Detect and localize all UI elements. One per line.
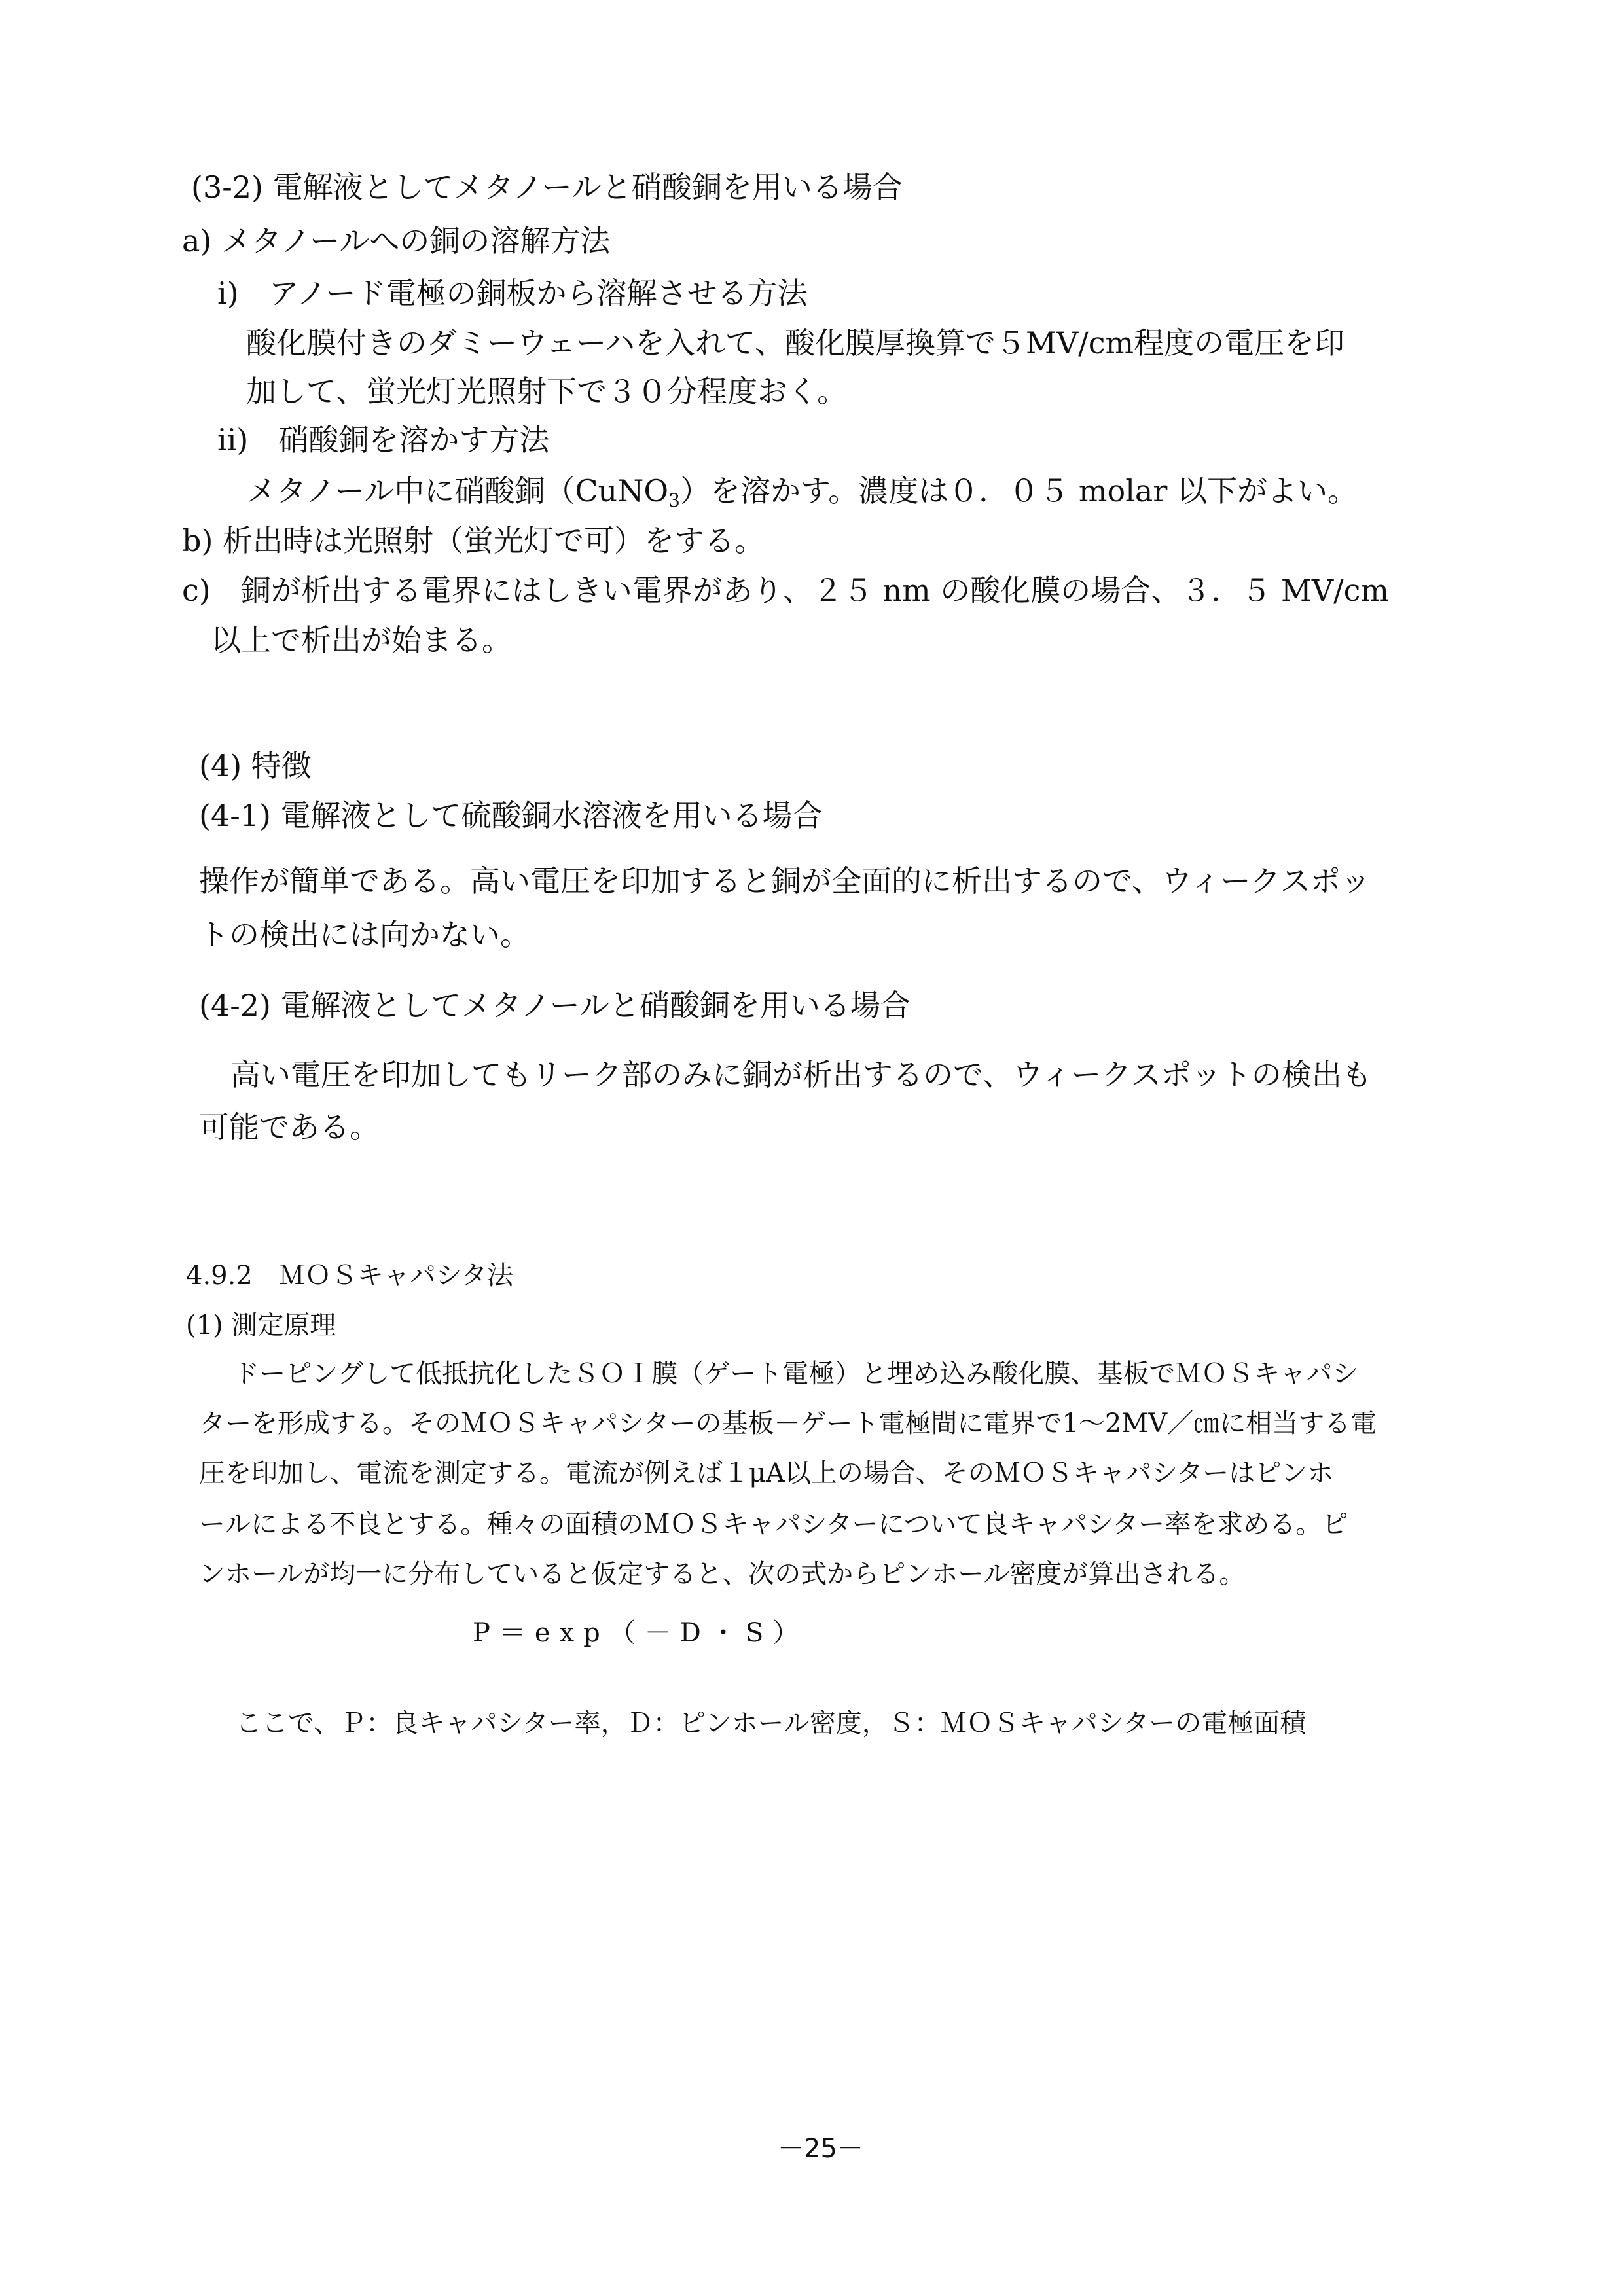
item-a-i-line2: 加して、蛍光灯光照射下で３０分程度おく。 xyxy=(246,374,848,409)
section-4-2-line1: 高い電圧を印加してもリーク部のみに銅が析出するので、ウィークスポットの検出も xyxy=(230,1057,1372,1092)
item-a-ii-subscript: 3 xyxy=(668,490,680,511)
paragraph-line4: ールによる不良とする。種々の面積のＭＯＳキャパシターについて良キャパシター率を求める。ピ xyxy=(199,1509,1348,1539)
item-a-i: i) アノード電極の銅板から溶解させる方法 xyxy=(217,276,808,311)
item-a-ii-text-before: メタノール中に硝酸銅（CuNO xyxy=(246,473,669,509)
section-4-heading: (4) 特徴 xyxy=(199,748,312,783)
item-c-line1: c) 銅が析出する電界にはしきい電界があり、２５ nm の酸化膜の場合、３．５ MV/cm xyxy=(182,573,1390,608)
section-4-1-line1: 操作が簡単である。高い電圧を印加すると銅が全面的に析出するので、ウィークスポッ xyxy=(199,863,1371,899)
section-3-2-heading: (3-2) 電解液としてメタノールと硝酸銅を用いる場合 xyxy=(191,170,903,205)
section-4-2-line2: 可能である。 xyxy=(199,1109,380,1145)
section-4-2-heading: (4-2) 電解液としてメタノールと硝酸銅を用いる場合 xyxy=(199,988,911,1023)
item-c-line2: 以上で析出が始まる。 xyxy=(211,622,512,658)
item-a-ii-text-after: ）を溶かす。濃度は０．０５ molar 以下がよい。 xyxy=(679,473,1358,509)
item-a-i-line1: 酸化膜付きのダミーウェーハを入れて、酸化膜厚換算で５MV/cm程度の電圧を印 xyxy=(246,325,1345,361)
item-a-ii-text xyxy=(246,470,1358,522)
section-4-1-heading: (4-1) 電解液として硫酸銅水溶液を用いる場合 xyxy=(199,798,823,833)
paragraph-line5: ンホールが均一に分布していると仮定すると、次の式からピンホール密度が算出される。 xyxy=(199,1559,1246,1589)
section-4-1-line2: トの検出には向かない。 xyxy=(199,917,530,952)
paragraph-line1: ドーピングして低抵抗化したＳＯＩ膜（ゲート電極）と埋め込み酸化膜、基板でＭＯＳキャパシ xyxy=(233,1359,1359,1389)
definition-line: ここで、Ｐ：良キャパシター率，Ｄ：ピンホール密度，Ｓ：ＭＯＳキャパシターの電極面積 xyxy=(236,1708,1307,1738)
section-4-9-2-subheading: (1) 測定原理 xyxy=(186,1310,336,1340)
section-4-9-2-heading: 4.9.2 ＭＯＳキャパシタ法 xyxy=(186,1261,514,1291)
formula: P＝exp（－D・S） xyxy=(473,1618,808,1648)
item-a: a) メタノールへの銅の溶解方法 xyxy=(182,223,611,259)
paragraph-line3: 圧を印加し、電流を測定する。電流が例えば１μA以上の場合、そのＭＯＳキャパシターはピンホ xyxy=(199,1458,1334,1488)
paragraph-line2: ターを形成する。そのＭＯＳキャパシターの基板－ゲート電極間に電界で1～2MV／㎝に相当する電 xyxy=(199,1408,1377,1439)
page-number: －25－ xyxy=(778,2134,863,2164)
item-b: b) 析出時は光照射（蛍光灯で可）をする。 xyxy=(182,523,765,558)
item-a-ii: ii) 硝酸銅を溶かす方法 xyxy=(217,422,550,457)
